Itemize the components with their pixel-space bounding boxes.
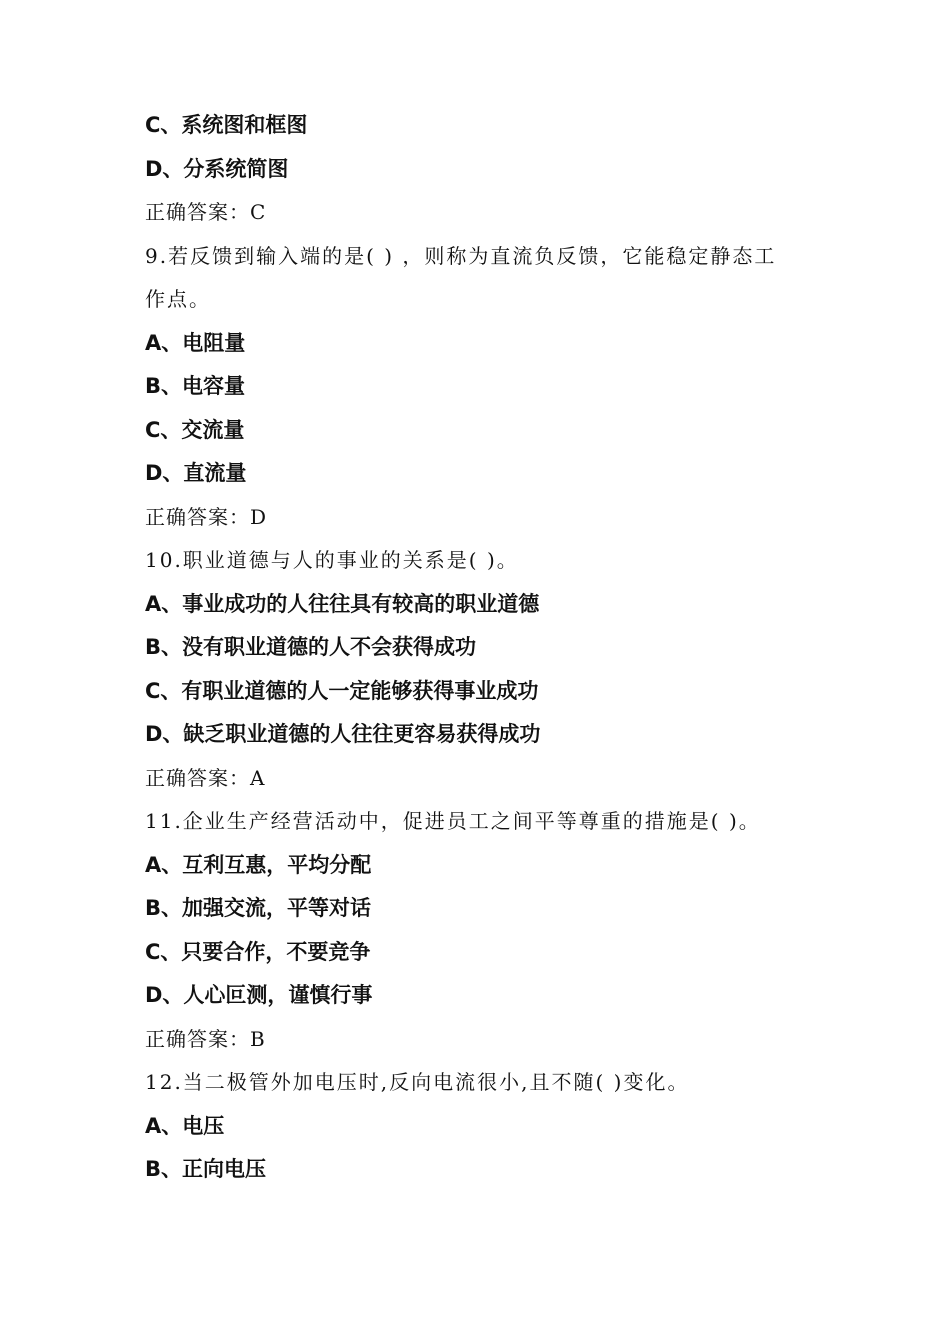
question-10: 10.职业道德与人的事业的关系是( )。 [145,548,519,572]
option-a-q12: A、电压 [145,1114,225,1138]
option-b-q10: B、没有职业道德的人不会获得成功 [145,635,477,659]
option-c-q11: C、只要合作，不要竞争 [145,940,371,964]
question-12: 12.当二极管外加电压时,反向电流很小,且不随( )变化。 [145,1070,690,1094]
option-c-q9: C、交流量 [145,418,245,442]
option-d-q10: D、缺乏职业道德的人往往更容易获得成功 [145,722,541,746]
option-b-q11: B、加强交流，平等对话 [145,896,372,920]
option-d-q9: D、直流量 [145,461,247,485]
option-b-q9: B、电容量 [145,374,246,398]
answer-q11: 正确答案：B [145,1027,266,1051]
option-a-q9: A、电阻量 [145,331,246,355]
answer-q9: 正确答案：D [145,505,268,529]
question-9-line-1: 9.若反馈到输入端的是( ) ，则称为直流负反馈，它能稳定静态工 [145,244,777,268]
option-b-q12: B、正向电压 [145,1157,267,1181]
question-11: 11.企业生产经营活动中，促进员工之间平等尊重的措施是( )。 [145,809,761,833]
option-d-q8: D、分系统简图 [145,157,289,181]
option-c-q8: C、系统图和框图 [145,113,308,137]
question-9-line-2: 作点。 [145,287,211,311]
answer-q8: 正确答案：C [145,200,267,224]
answer-q10: 正确答案：A [145,766,266,790]
option-a-q11: A、互利互惠，平均分配 [145,853,372,877]
option-c-q10: C、有职业道德的人一定能够获得事业成功 [145,679,539,703]
option-a-q10: A、事业成功的人往往具有较高的职业道德 [145,592,540,616]
option-d-q11: D、人心叵测，谨慎行事 [145,983,373,1007]
